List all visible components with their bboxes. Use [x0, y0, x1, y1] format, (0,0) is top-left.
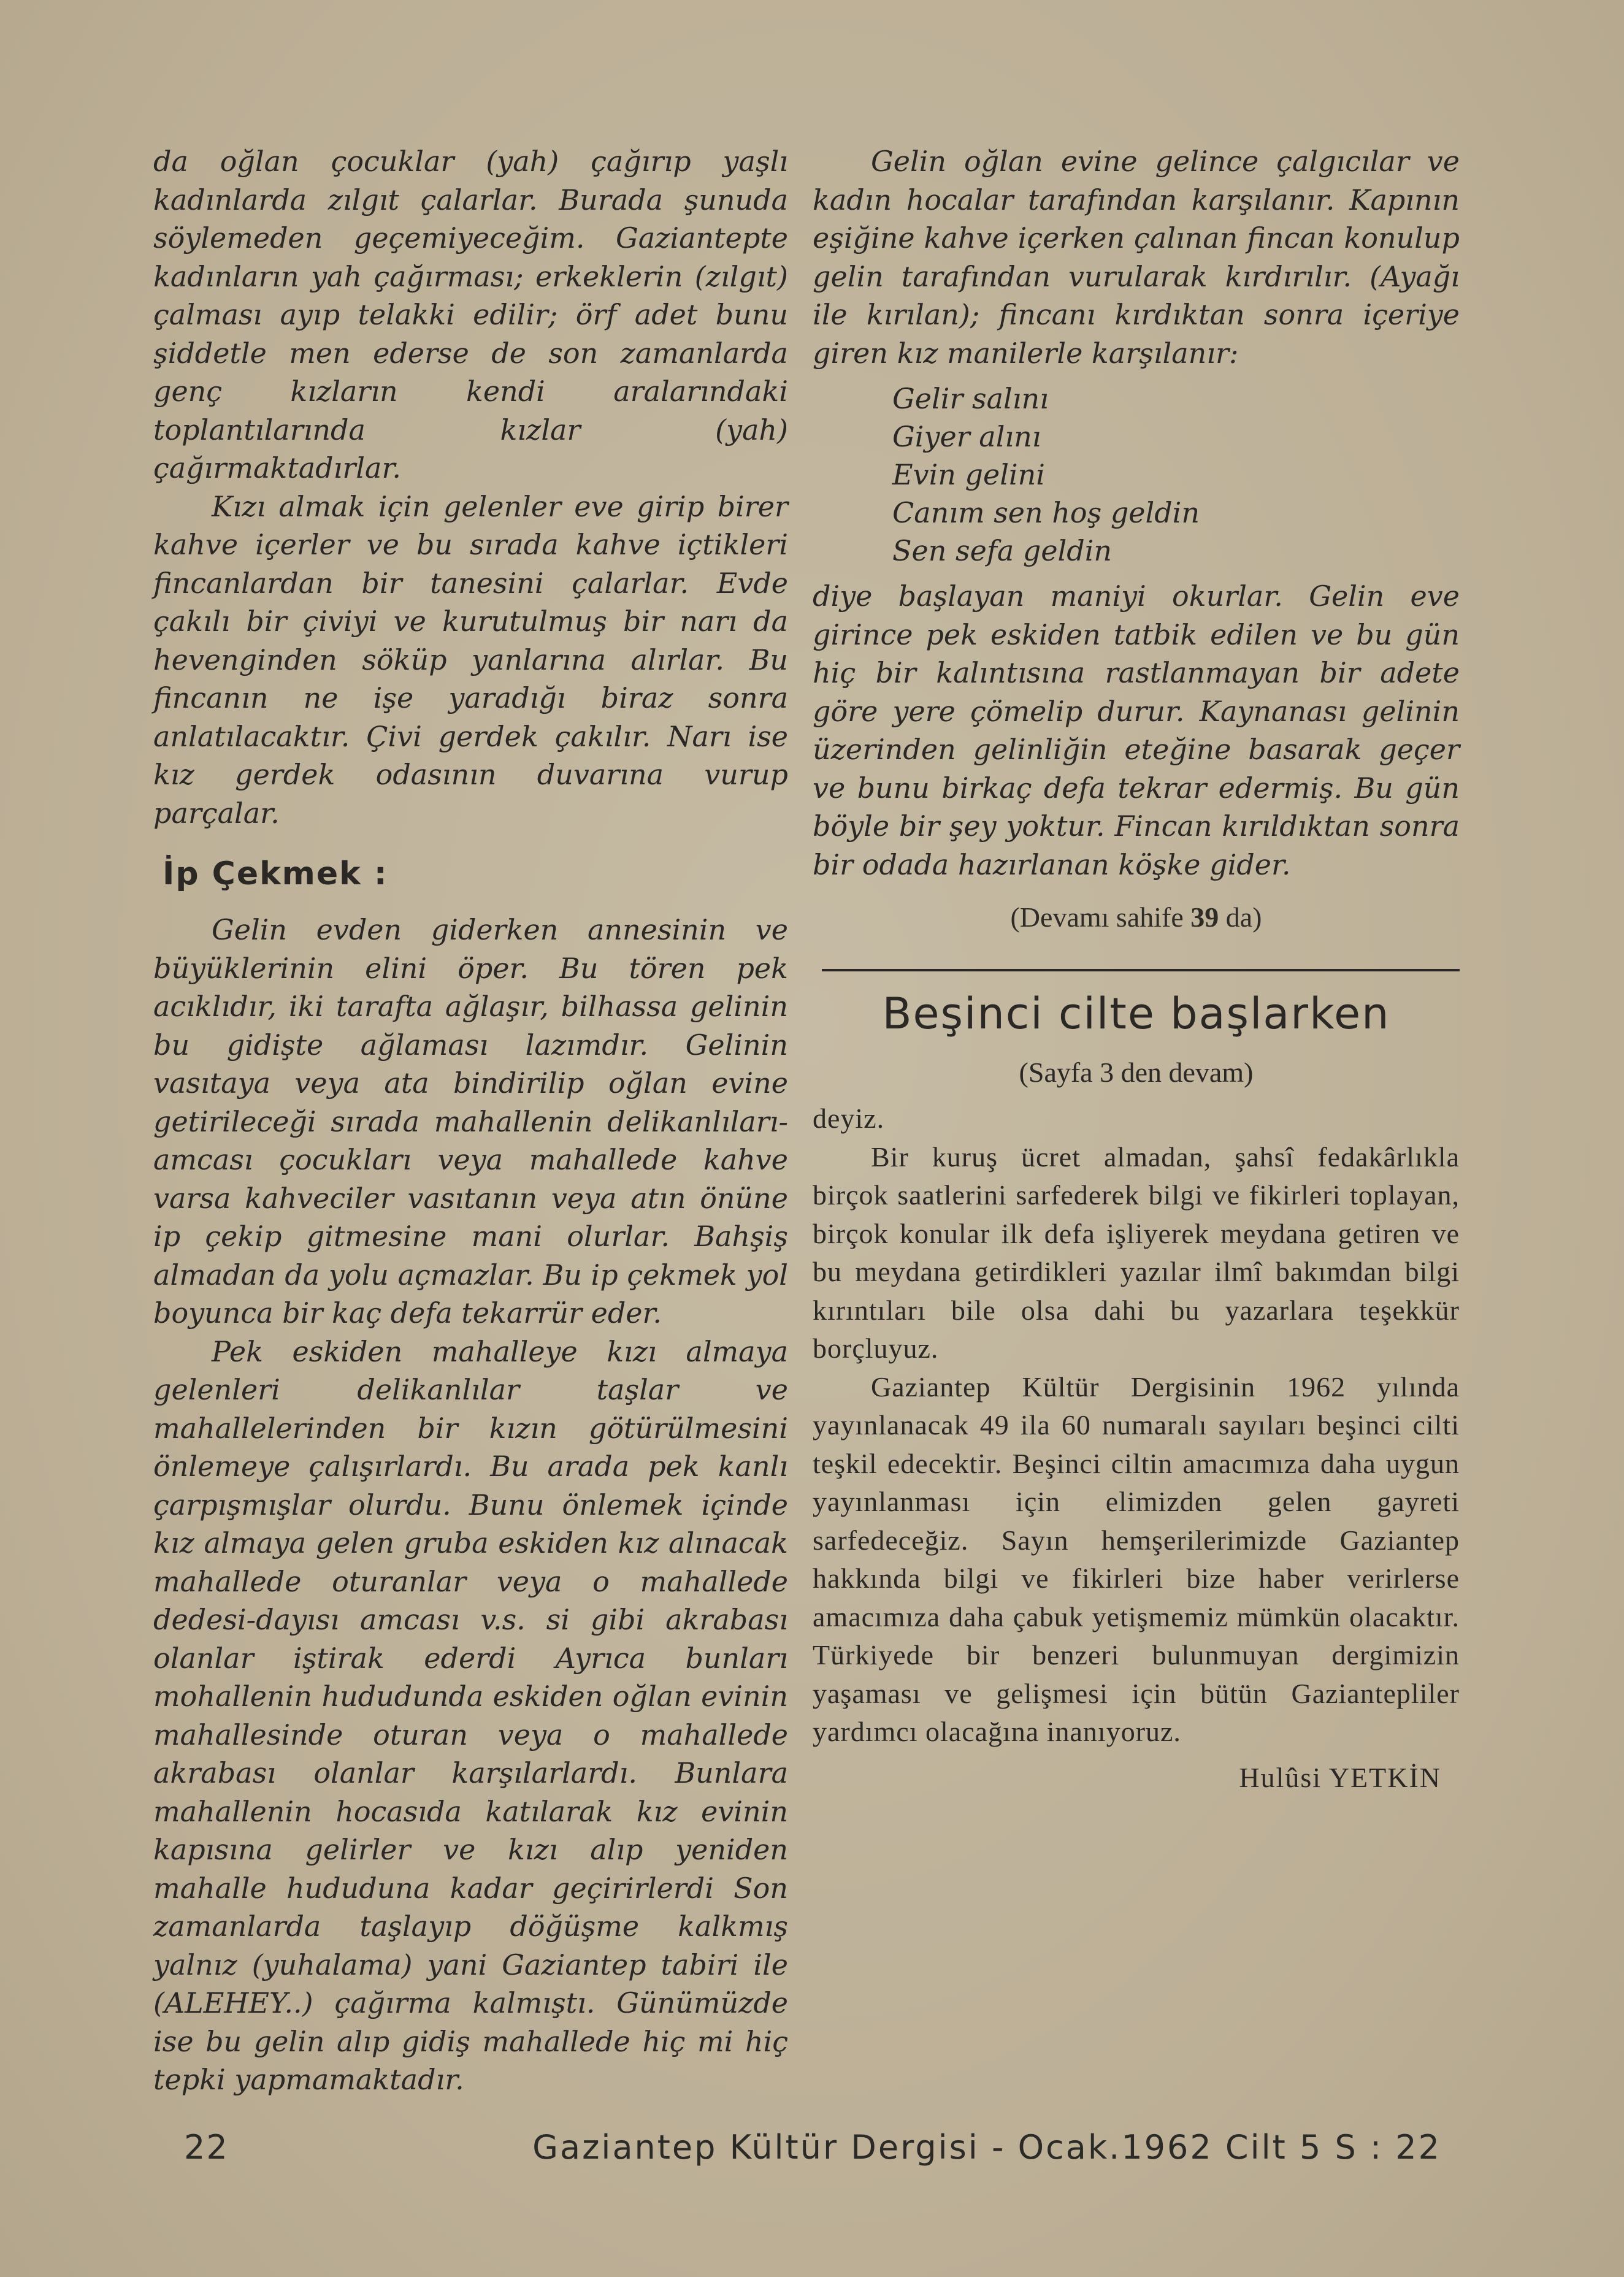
left-paragraph: Pek eskiden mahalleye kızı almaya gelenleri delikanlılar taşlar ve mahallelerinden bir kızın götürülmesini önlemeye çalışırlardı. Bu arada pek kanlı çarpışmışlar olurdu. Bunu önlemek içinde kız almaya gelen gruba eskiden kız alınacak mahallede oturanlar veya o mahallede dedesi-dayısı amcası v.s. si gibi akrabası olanlar iştirak ederdi Ayrıca bunları mohallenin hududunda eskiden oğlan evinin mahallesinde oturan veya o mahallede akrabası olanlar karşılarlardı. Bunlara mahallenin hocasıda katılarak kız evinin kapısına gelirler ve kızı alıp yeniden mahalle hududuna kadar geçirirlerdi Son zamanlarda taşlayıp döğüşme kalkmış yalnız (yuhalama) yani Gaziantep tabiri ile (ALEHEY..) çağırma kalmıştı. Günümüzde ise bu gelin alıp gidiş mahallede hiç mi hiç tepki yapmamaktadır. — [153, 1334, 788, 2096]
verse-line: Sen sefa geldin — [892, 534, 1113, 567]
left-paragraph: Kızı almak için gelenler eve girip birer kahve içerler ve bu sırada kahve içtikleri fincanlardan bir tanesini çalarlar. Evde çakılı bir çiviyi ve kurutulmuş bir narı da hevenginden söküp yanlarına alırlar. Bu fincanın ne işe yaradığı biraz sonra anlatılacaktır. Çivi gerdek çakılır. Narı ise kız gerdek odasının duvarına vurup parçalar. — [153, 489, 788, 830]
page-number: 22 — [184, 2128, 229, 2167]
page-footer — [184, 2128, 1441, 2167]
article-paragraph: Bir kuruş ücret almadan, şahsî fedakârlıkla birçok saatlerini sarfederek bilgi ve fikirleri toplayan, birçok konular ilk defa işliyerek meydana getiren ve bu meydana getirdikleri yazılar ilmî bakımdan bilgi kırıntıları bile olsa dahi bu yazarlara teşekkür borçluyuz. — [813, 1141, 1460, 1364]
article-paragraph: Gaziantep Kültür Dergisinin 1962 yılında yayınlanacak 49 ila 60 numaralı sayıları beşinci cilti teşkil edecektir. Beşinci ciltin amacımıza daha uygun yayınlanması için elimizden gelen gayreti sarfedeceğiz. Sayın hemşerilerimizde Gaziantep hakkında bilgi ve fikirleri bize haber verirlerse amacımıza daha çabuk yetişmemiz mümkün olacaktır. Türkiyede bir benzeri bulunmuyan dergimizin yaşaması ve gelişmesi için bütün Gaziantepliler yardımcı olacağına inanıyoruz. — [813, 1371, 1460, 1747]
verse-line: Gelir salını — [892, 382, 1049, 415]
section-heading: İp Çekmek : — [163, 855, 388, 892]
mani-verse — [892, 380, 1460, 570]
footer-text: Gaziantep Kültür Dergisi - Ocak.1962 Cilt 5 S : 22 — [532, 2128, 1441, 2167]
left-paragraph: da oğlan çocuklar (yah) çağırıp yaşlı kadınlarda zılgıt çalarlar. Burada şunuda söylemeden geçemiyeceğim. Gaziantepte kadınların yah çağırması; erkeklerin (zılgıt) çalması ayıp telakki edilir; örf adet bunu şiddetle men ederse de son zamanlarda genç kızların kendi aralarındaki toplantılarında kızlar (yah) çağırmaktadırlar. — [153, 145, 788, 484]
verse-line: Canım sen hoş geldin — [892, 496, 1200, 529]
article-title: Beşinci cilte başlarken — [882, 989, 1390, 1039]
continued-prefix: (Devamı sahife — [1010, 901, 1184, 933]
verse-line: Evin gelini — [892, 458, 1045, 491]
continued-note — [813, 901, 1460, 933]
right-paragraph: Gelin oğlan evine gelince çalgıcılar ve kadın hocalar tarafından karşılanır. Kapının eşiğine kahve içerken çalınan fincan konulup gelin tarafından vurularak kırdırılır. (Ayağı ile kırılan); fincanı kırdıktan sonra içeriye giren kız manilerle karşılanır: — [813, 145, 1460, 370]
left-paragraph: Gelin evden giderken annesinin ve büyüklerinin elini öper. Bu tören pek acıklıdır, iki tarafta ağlaşır, bilhassa gelinin bu gidişte ağlaması lazımdır. Gelinin vasıtaya veya ata bindirilip oğlan evine getirileceği sırada mahallenin delikanlıları-amcası çocukları veya mahallede kahve varsa kahveciler vasıtanın veya atın önüne ip çekip gitmesine mani olurlar. Bahşiş almadan da yolu açmazlar. Bu ip çekmek yol boyunca bir kaç defa tekarrür eder. — [153, 913, 788, 1330]
section-divider — [822, 969, 1460, 971]
article-paragraph: deyiz. — [813, 1103, 885, 1134]
right-column — [813, 142, 1460, 1794]
author-signature: Hulûsi YETKİN — [1239, 1761, 1441, 1793]
article-subtitle: (Sayfa 3 den devam) — [1019, 1057, 1254, 1088]
right-paragraph: diye başlayan maniyi okurlar. Gelin eve girince pek eskiden tatbik edilen ve bu gün hiç bir kalıntısına rastlanmayan bir adete göre yere çömelip durur. Kaynanası gelinin üzerinden gelinliğin eteğine basarak geçer ve bunu birkaç defa tekrar edermiş. Bu gün böyle bir şey yoktur. Fincan kırıldıktan sonra bir odada hazırlanan köşke gider. — [813, 580, 1460, 881]
verse-line: Giyer alını — [892, 420, 1041, 453]
left-column — [153, 142, 788, 2099]
continued-suffix: da) — [1225, 901, 1262, 933]
continued-page: 39 — [1190, 901, 1219, 933]
